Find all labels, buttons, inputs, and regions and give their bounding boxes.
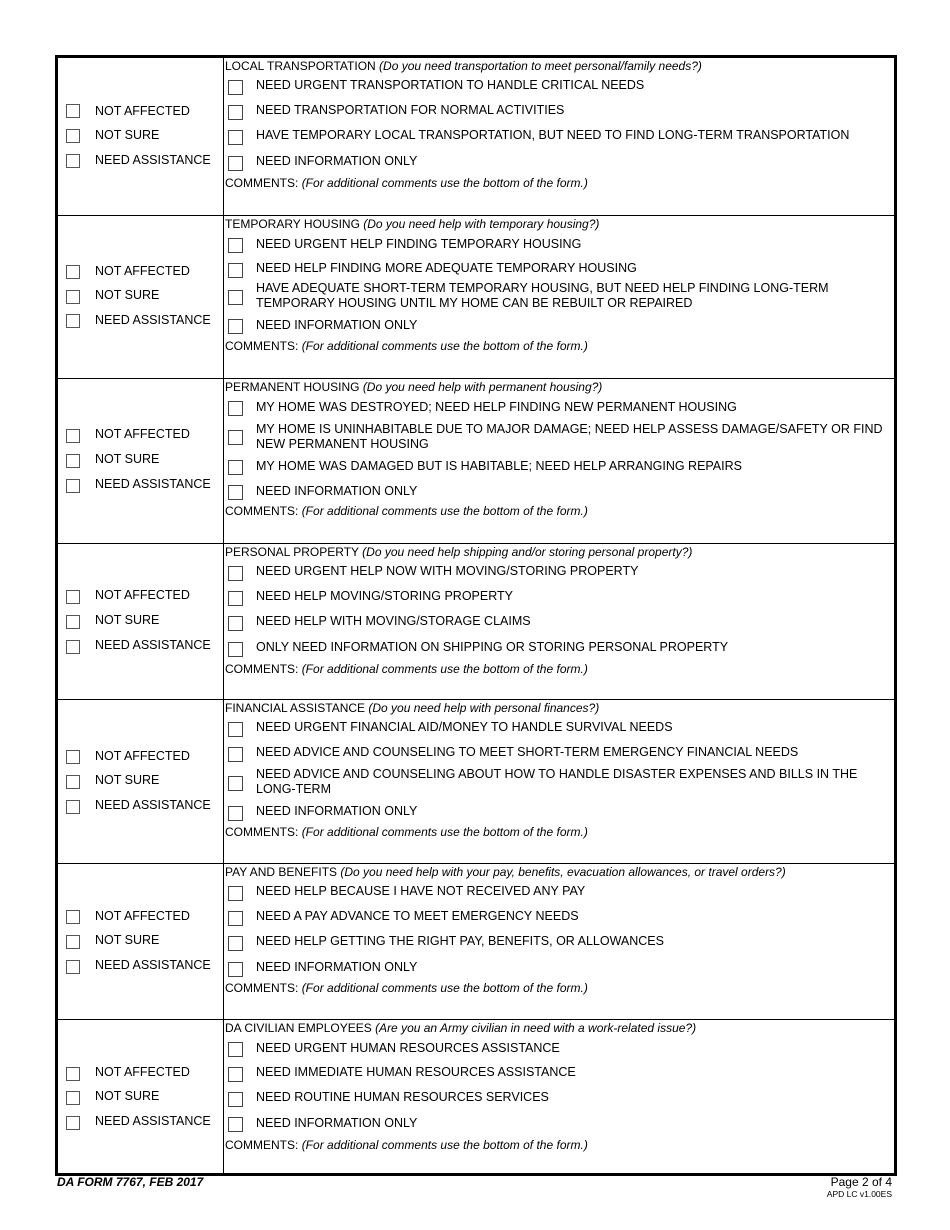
option-checkbox[interactable] xyxy=(228,290,243,305)
section-title-text: TEMPORARY HOUSING xyxy=(225,217,360,231)
not-affected-label: NOT AFFECTED xyxy=(95,588,190,602)
option-label: NEED INFORMATION ONLY xyxy=(256,960,418,974)
option-checkbox[interactable] xyxy=(228,156,243,171)
option-label: NEED IMMEDIATE HUMAN RESOURCES ASSISTANCE xyxy=(256,1065,576,1079)
option-checkbox[interactable] xyxy=(228,1067,243,1082)
section-title xyxy=(225,865,786,879)
option-label: NEED HELP BECAUSE I HAVE NOT RECEIVED ANY PAY xyxy=(256,884,586,898)
not-sure-checkbox[interactable] xyxy=(66,290,80,304)
section-permanent-housing xyxy=(58,378,894,543)
status-column xyxy=(58,864,224,1019)
option-label: NEED INFORMATION ONLY xyxy=(256,318,418,332)
section-question: (Do you need help with your pay, benefits, evacuation allowances, or travel orders?) xyxy=(340,865,786,879)
option-label: MY HOME WAS DAMAGED BUT IS HABITABLE; NEED HELP ARRANGING REPAIRS xyxy=(256,459,742,473)
option-label: ONLY NEED INFORMATION ON SHIPPING OR STORING PERSONAL PROPERTY xyxy=(256,640,729,654)
need-assistance-checkbox[interactable] xyxy=(66,960,80,974)
not-sure-checkbox[interactable] xyxy=(66,1091,80,1105)
not-sure-label: NOT SURE xyxy=(95,773,160,787)
option-label: NEED ROUTINE HUMAN RESOURCES SERVICES xyxy=(256,1090,549,1104)
comments-line[interactable] xyxy=(225,825,588,839)
option-checkbox[interactable] xyxy=(228,485,243,500)
comments-hint: (For additional comments use the bottom of the form.) xyxy=(301,339,588,353)
need-assistance-label: NEED ASSISTANCE xyxy=(95,477,211,491)
comments-hint: (For additional comments use the bottom of the form.) xyxy=(301,1138,588,1152)
not-sure-label: NOT SURE xyxy=(95,288,160,302)
not-sure-checkbox[interactable] xyxy=(66,454,80,468)
not-affected-checkbox[interactable] xyxy=(66,104,80,118)
options-column xyxy=(224,864,894,1019)
option-label: NEED INFORMATION ONLY xyxy=(256,804,418,818)
options-column xyxy=(224,1020,894,1173)
option-checkbox[interactable] xyxy=(228,886,243,901)
comments-line[interactable] xyxy=(225,1138,588,1152)
option-checkbox[interactable] xyxy=(228,430,243,445)
need-assistance-label: NEED ASSISTANCE xyxy=(95,798,211,812)
not-sure-checkbox[interactable] xyxy=(66,129,80,143)
option-label: NEED HELP WITH MOVING/STORAGE CLAIMS xyxy=(256,614,531,628)
option-checkbox[interactable] xyxy=(228,460,243,475)
not-sure-checkbox[interactable] xyxy=(66,775,80,789)
comments-hint: (For additional comments use the bottom of the form.) xyxy=(301,176,588,190)
option-checkbox[interactable] xyxy=(228,806,243,821)
option-label: NEED TRANSPORTATION FOR NORMAL ACTIVITIES xyxy=(256,103,565,117)
status-column xyxy=(58,1020,224,1173)
not-affected-label: NOT AFFECTED xyxy=(95,264,190,278)
options-column xyxy=(224,544,894,699)
status-column xyxy=(58,700,224,863)
not-affected-checkbox[interactable] xyxy=(66,750,80,764)
section-title-text: DA CIVILIAN EMPLOYEES xyxy=(225,1021,372,1035)
section-title-text: LOCAL TRANSPORTATION xyxy=(225,59,376,73)
comments-hint: (For additional comments use the bottom of the form.) xyxy=(301,981,588,995)
option-checkbox[interactable] xyxy=(228,616,243,631)
section-title xyxy=(225,545,692,559)
option-label: MY HOME IS UNINHABITABLE DUE TO MAJOR DAMAGE; NEED HELP ASSESS DAMAGE/SAFETY OR FIND NEW PERMANENT HOUSING xyxy=(256,422,883,451)
section-title-text: PERSONAL PROPERTY xyxy=(225,545,359,559)
need-assistance-label: NEED ASSISTANCE xyxy=(95,313,211,327)
comments-label: COMMENTS: xyxy=(225,504,299,518)
need-assistance-label: NEED ASSISTANCE xyxy=(95,1114,211,1128)
need-assistance-label: NEED ASSISTANCE xyxy=(95,958,211,972)
status-column xyxy=(58,216,224,378)
comments-label: COMMENTS: xyxy=(225,662,299,676)
section-question: (Do you need help with personal finances?) xyxy=(368,701,600,715)
option-label: NEED URGENT TRANSPORTATION TO HANDLE CRITICAL NEEDS xyxy=(256,78,645,92)
comments-line[interactable] xyxy=(225,504,588,518)
form-id: DA FORM 7767, FEB 2017 xyxy=(57,1175,204,1189)
comments-line[interactable] xyxy=(225,339,588,353)
not-sure-checkbox[interactable] xyxy=(66,935,80,949)
comments-line[interactable] xyxy=(225,176,588,190)
option-label: NEED ADVICE AND COUNSELING TO MEET SHORT-TERM EMERGENCY FINANCIAL NEEDS xyxy=(256,745,799,759)
comments-label: COMMENTS: xyxy=(225,339,299,353)
option-label: NEED URGENT HELP FINDING TEMPORARY HOUSING xyxy=(256,237,582,251)
option-label: NEED INFORMATION ONLY xyxy=(256,1116,418,1130)
need-assistance-checkbox[interactable] xyxy=(66,479,80,493)
option-label: NEED INFORMATION ONLY xyxy=(256,484,418,498)
comments-label: COMMENTS: xyxy=(225,1138,299,1152)
options-column xyxy=(224,379,894,543)
option-label: NEED ADVICE AND COUNSELING ABOUT HOW TO HANDLE DISASTER EXPENSES AND BILLS IN THE LONG-TERM xyxy=(256,767,858,796)
option-label: HAVE ADEQUATE SHORT-TERM TEMPORARY HOUSING, BUT NEED HELP FINDING LONG-TERM TEMPORARY HOUSING UNTIL MY HOME CAN BE REBUILT OR REPAIRED xyxy=(256,281,829,310)
section-title xyxy=(225,1021,696,1035)
section-title xyxy=(225,59,702,73)
comments-line[interactable] xyxy=(225,981,588,995)
option-label: NEED URGENT FINANCIAL AID/MONEY TO HANDLE SURVIVAL NEEDS xyxy=(256,720,673,734)
option-checkbox[interactable] xyxy=(228,401,243,416)
option-checkbox[interactable] xyxy=(228,1092,243,1107)
options-column xyxy=(224,700,894,863)
section-title-text: PERMANENT HOUSING xyxy=(225,380,360,394)
status-column xyxy=(58,379,224,543)
not-affected-label: NOT AFFECTED xyxy=(95,1065,190,1079)
need-assistance-label: NEED ASSISTANCE xyxy=(95,638,211,652)
section-question: (Do you need help with temporary housing?) xyxy=(363,217,600,231)
need-assistance-checkbox[interactable] xyxy=(66,640,80,654)
option-label: NEED URGENT HELP NOW WITH MOVING/STORING PROPERTY xyxy=(256,564,639,578)
options-column xyxy=(224,216,894,378)
page-number: Page 2 of 4 xyxy=(830,1175,892,1189)
section-title-text: PAY AND BENEFITS xyxy=(225,865,338,879)
comments-line[interactable] xyxy=(225,662,588,676)
section-question: (Do you need help with permanent housing?) xyxy=(362,380,603,394)
option-label: NEED INFORMATION ONLY xyxy=(256,154,418,168)
section-financial-assistance xyxy=(58,699,894,863)
option-label: NEED HELP MOVING/STORING PROPERTY xyxy=(256,589,514,603)
options-column xyxy=(224,58,894,215)
option-checkbox[interactable] xyxy=(228,911,243,926)
option-checkbox[interactable] xyxy=(228,776,243,791)
section-title xyxy=(225,701,599,715)
section-pay-and-benefits xyxy=(58,863,894,1019)
section-da-civilian-employees xyxy=(58,1019,894,1173)
not-sure-label: NOT SURE xyxy=(95,613,160,627)
option-checkbox[interactable] xyxy=(228,591,243,606)
need-assistance-label: NEED ASSISTANCE xyxy=(95,153,211,167)
option-checkbox[interactable] xyxy=(228,1042,243,1057)
option-checkbox[interactable] xyxy=(228,1117,243,1132)
option-label: MY HOME WAS DESTROYED; NEED HELP FINDING NEW PERMANENT HOUSING xyxy=(256,400,737,414)
need-assistance-checkbox[interactable] xyxy=(66,800,80,814)
option-checkbox[interactable] xyxy=(228,722,243,737)
option-label: NEED HELP FINDING MORE ADEQUATE TEMPORARY HOUSING xyxy=(256,261,637,275)
option-checkbox[interactable] xyxy=(228,105,243,120)
not-affected-label: NOT AFFECTED xyxy=(95,427,190,441)
section-title-text: FINANCIAL ASSISTANCE xyxy=(225,701,366,715)
comments-hint: (For additional comments use the bottom of the form.) xyxy=(301,504,588,518)
comments-hint: (For additional comments use the bottom of the form.) xyxy=(301,825,588,839)
not-sure-label: NOT SURE xyxy=(95,128,160,142)
not-affected-checkbox[interactable] xyxy=(66,265,80,279)
status-column xyxy=(58,58,224,215)
option-label: NEED A PAY ADVANCE TO MEET EMERGENCY NEEDS xyxy=(256,909,579,923)
section-question: (Do you need help shipping and/or storing personal property?) xyxy=(362,545,693,559)
not-affected-checkbox[interactable] xyxy=(66,1067,80,1081)
not-sure-label: NOT SURE xyxy=(95,452,160,466)
not-sure-checkbox[interactable] xyxy=(66,615,80,629)
comments-hint: (For additional comments use the bottom of the form.) xyxy=(301,662,588,676)
option-checkbox[interactable] xyxy=(228,642,243,657)
not-affected-checkbox[interactable] xyxy=(66,429,80,443)
option-label: HAVE TEMPORARY LOCAL TRANSPORTATION, BUT NEED TO FIND LONG-TERM TRANSPORTATION xyxy=(256,128,850,142)
option-checkbox[interactable] xyxy=(228,238,243,253)
not-affected-checkbox[interactable] xyxy=(66,590,80,604)
option-checkbox[interactable] xyxy=(228,962,243,977)
section-title xyxy=(225,217,599,231)
form-page-body xyxy=(55,55,897,1176)
section-title xyxy=(225,380,602,394)
not-affected-label: NOT AFFECTED xyxy=(95,749,190,763)
need-assistance-checkbox[interactable] xyxy=(66,314,80,328)
option-checkbox[interactable] xyxy=(228,263,243,278)
status-column xyxy=(58,544,224,699)
comments-label: COMMENTS: xyxy=(225,981,299,995)
need-assistance-checkbox[interactable] xyxy=(66,154,80,168)
section-local-transportation xyxy=(58,58,894,215)
option-label: NEED HELP GETTING THE RIGHT PAY, BENEFITS, OR ALLOWANCES xyxy=(256,934,664,948)
option-label: NEED URGENT HUMAN RESOURCES ASSISTANCE xyxy=(256,1041,560,1055)
section-temporary-housing xyxy=(58,215,894,378)
section-question: (Do you need transportation to meet personal/family needs?) xyxy=(379,59,702,73)
comments-label: COMMENTS: xyxy=(225,176,299,190)
not-affected-label: NOT AFFECTED xyxy=(95,909,190,923)
section-question: (Are you an Army civilian in need with a work-related issue?) xyxy=(375,1021,697,1035)
form-version: APD LC v1.00ES xyxy=(826,1189,892,1199)
not-affected-checkbox[interactable] xyxy=(66,910,80,924)
option-checkbox[interactable] xyxy=(228,747,243,762)
option-checkbox[interactable] xyxy=(228,130,243,145)
option-checkbox[interactable] xyxy=(228,566,243,581)
option-checkbox[interactable] xyxy=(228,80,243,95)
not-sure-label: NOT SURE xyxy=(95,1089,160,1103)
need-assistance-checkbox[interactable] xyxy=(66,1116,80,1130)
comments-label: COMMENTS: xyxy=(225,825,299,839)
option-checkbox[interactable] xyxy=(228,319,243,334)
option-checkbox[interactable] xyxy=(228,936,243,951)
section-personal-property xyxy=(58,543,894,699)
not-affected-label: NOT AFFECTED xyxy=(95,104,190,118)
not-sure-label: NOT SURE xyxy=(95,933,160,947)
